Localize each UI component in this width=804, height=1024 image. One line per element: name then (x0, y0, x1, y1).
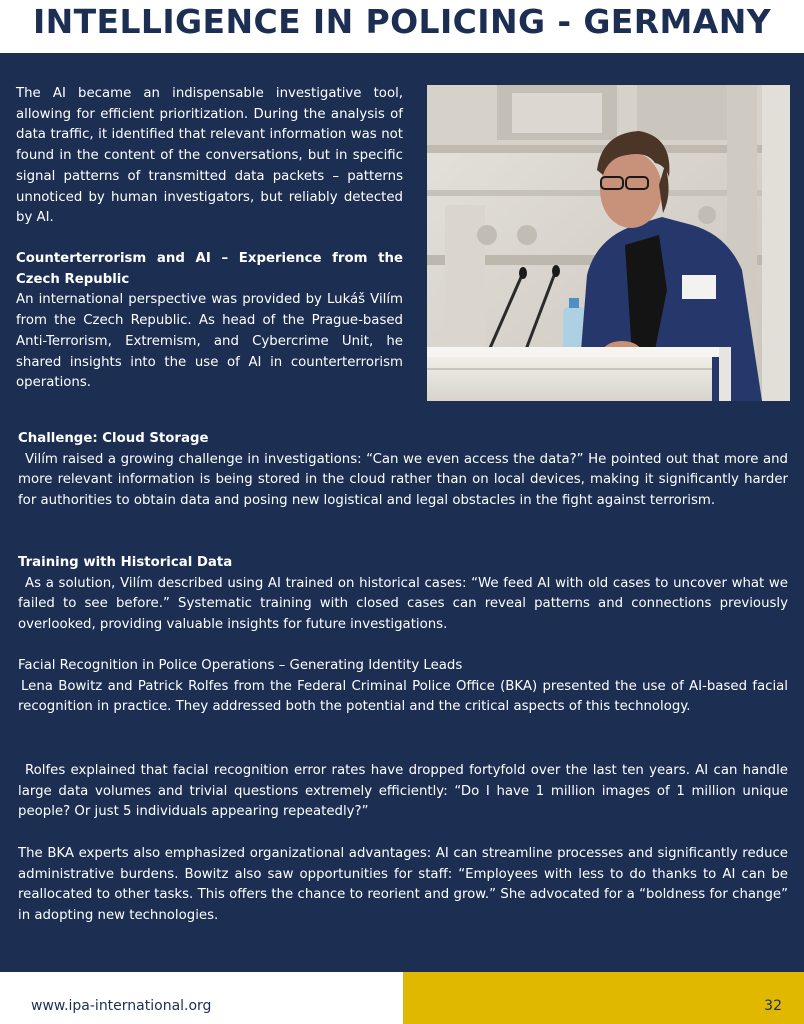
training-section (18, 553, 788, 636)
intro-paragraph: The AI became an indispensable investigative tool, allowing for efficient prioritization. During the analysis of data traffic, it identified that relevant information was not found in the content of the conversations, but in specific signal patterns of transmitted data packets – patterns unnoticed by human investigators, but reliably detected by AI. (16, 86, 403, 226)
cloud-body: Vilím raised a growing challenge in investigations: “Can we even access the data?” He pointed out that more and more relevant information is being stored in the cloud rather than on local devices, making it significantly harder for authorities to obtain data and posing new logistical and legal obstacles in the fight against terrorism. (18, 451, 788, 509)
cloud-section (18, 429, 788, 512)
page-number: 32 (764, 998, 782, 1014)
rolfes-paragraph: Rolfes explained that facial recognition error rates have dropped fortyfold over the last ten years. AI can handle large data volumes and trivial questions extremely efficiently: “Do I have 1 million images of 1 million unique people? Or just 5 individuals appearing repeatedly?” (18, 763, 788, 820)
facial-section (18, 656, 788, 718)
speaker-photo (427, 85, 790, 401)
training-heading: Training with Historical Data (18, 555, 233, 570)
cloud-heading: Challenge: Cloud Storage (18, 431, 209, 446)
facial-heading: Facial Recognition in Police Operations – Generating Identity Leads (18, 658, 463, 673)
czech-body: An international perspective was provided by Lukáš Vilím from the Czech Republic. As head of the Prague-based Anti-Terrorism, Extremism, and Cybercrime Unit, he shared insights into the use of AI in counterterrorism operations. (16, 292, 403, 391)
bka-paragraph: The BKA experts also emphasized organizational advantages: AI can streamline processes and significantly reduce administrative burdens. Bowitz also saw opportunities for staff: “Employees with less to do thanks to AI can be reallocated to other tasks. This offers the chance to reorient and grow.” She advocated for a “boldness for change” in adopting new technologies. (18, 846, 788, 924)
page-header (0, 0, 804, 53)
page-title: INTELLIGENCE IN POLICING - GERMANY (32, 2, 772, 41)
page-footer (0, 972, 804, 1024)
facial-body: Lena Bowitz and Patrick Rolfes from the Federal Criminal Police Office (BKA) presented the use of AI-based facial recognition in practice. They addressed both the potential and the critical aspects of this technology. (18, 678, 788, 715)
training-body: As a solution, Vilím described using AI trained on historical cases: “We feed AI with old cases to uncover what we failed to see before.” Systematic training with closed cases can reveal patterns and connections previously overlooked, providing valuable insights for future investigations. (18, 575, 788, 633)
czech-section (16, 249, 403, 394)
website-link[interactable]: www.ipa-international.org (31, 998, 212, 1014)
czech-heading: Counterterrorism and AI – Experience from the Czech Republic (16, 251, 403, 287)
speaker-photo-image (427, 85, 790, 401)
footer-accent-bar (403, 972, 804, 1024)
article-body (0, 53, 804, 972)
